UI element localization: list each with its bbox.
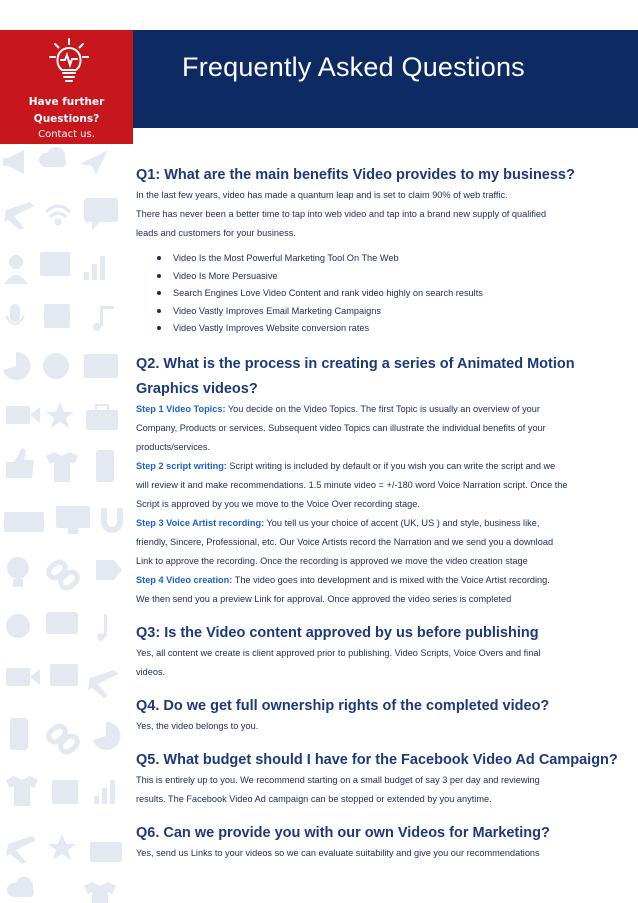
- faq-answer-line: Step 3 Voice Artist recording: You tell us your choice of accent (UK, US ) and style, business like,: [136, 517, 540, 528]
- user-icon: [4, 255, 28, 284]
- faq-item-q3: [136, 623, 620, 682]
- cloud-icon: [39, 147, 66, 167]
- faq-question: Q1: What are the main benefits Video provides to my business?: [136, 167, 575, 183]
- faq-answer-line: leads and customers for your business.: [136, 228, 296, 238]
- play-icon: [43, 353, 69, 379]
- step-label: Step 3 Voice Artist recording:: [136, 517, 265, 528]
- paper-plane-icon: [80, 150, 108, 174]
- airplane-icon: [6, 836, 36, 864]
- page-title: Frequently Asked Questions: [182, 52, 525, 82]
- monitor-icon: [56, 506, 90, 534]
- keyboard-icon: [4, 512, 44, 532]
- bullet-icon: [157, 326, 161, 330]
- faq-answer-line: results. The Facebook Video Ad campaign can be stopped or extended by you anytime.: [136, 793, 492, 804]
- faq-item-q5: [136, 750, 620, 809]
- faq-item-q1: [136, 165, 620, 338]
- faq-item-q6: [136, 823, 620, 863]
- image-icon: [40, 252, 70, 276]
- image-icon: [50, 664, 78, 686]
- faq-question: Q4. Do we get full ownership rights of the completed video?: [136, 697, 550, 714]
- list-item: Search Engines Love Video Content and rank video highly on search results: [173, 285, 620, 303]
- faq-question: Q5. What budget should I have for the Facebook Video Ad Campaign?: [136, 751, 618, 768]
- faq-answer-line: We then send you a preview Link for approval. Once approved the video series is completed: [136, 593, 512, 604]
- signal-icon: [84, 256, 105, 280]
- faq-answer-line: Company, Products or services. Subsequent video Topics can illustrate the individual benefits of your: [136, 422, 546, 433]
- faq-answer-line: Link to approve the recording. Once the recording is approved we move the video creation stage: [136, 555, 528, 566]
- list-item: Video Is the Most Powerful Marketing Tool On The Web: [173, 250, 620, 268]
- faq-answer-line: friendly, Sincere, Professional, etc. Our Voice Artists record the Narration and we send you a download: [136, 536, 554, 547]
- tshirt-icon: [46, 452, 78, 482]
- pie-chart-icon: [3, 352, 30, 380]
- calendar-icon: [44, 304, 70, 328]
- lightbulb-icon: [49, 38, 89, 84]
- chat-icon: [84, 198, 118, 230]
- cloud-icon: [7, 877, 34, 897]
- list-item: Video Is More Persuasive: [173, 268, 620, 286]
- step-label: Step 1 Video Topics:: [136, 403, 226, 414]
- faq-answer-line: Step 4 Video creation: The video goes into development and is mixed with the Voice Artist recording.: [136, 574, 550, 585]
- faq-question: Q2. What is the process in creating a series of Animated Motion: [136, 355, 575, 372]
- tshirt-icon: [6, 776, 38, 806]
- star-icon: [48, 834, 76, 860]
- faq-item-q2: [136, 354, 620, 609]
- step-label: Step 2 script writing:: [136, 460, 227, 471]
- phone-icon: [10, 718, 28, 750]
- faq-answer-line: Script is approved by you we move to the Voice Over recording stage.: [136, 498, 420, 509]
- magnet-icon: [104, 508, 120, 530]
- benefits-list: [136, 250, 620, 338]
- link-icon: [46, 724, 80, 755]
- bullet-icon: [157, 291, 161, 295]
- music-icon: [97, 614, 107, 641]
- faq-answer-line: In the last few years, video has made a quantum leap and is set to claim 90% of web traffic.: [136, 190, 508, 200]
- briefcase-icon: [86, 405, 118, 430]
- settings-icon: [6, 614, 30, 638]
- link-icon: [46, 560, 80, 591]
- video-camera-icon: [6, 668, 40, 686]
- tshirt-icon: [84, 882, 116, 903]
- step-label: Step 4 Video creation:: [136, 574, 233, 585]
- airplane-icon: [88, 670, 118, 698]
- faq-item-q4: [136, 696, 620, 736]
- faq-answer-line: products/services.: [136, 441, 211, 452]
- music-icon: [93, 306, 114, 331]
- faq-question: Q6. Can we provide you with our own Videos for Marketing?: [136, 824, 550, 841]
- bullet-icon: [157, 256, 161, 260]
- faq-answer-line: videos.: [136, 666, 166, 677]
- faq-answer-line: Yes, all content we create is client approved prior to publishing. Video Scripts, Voice Overs and final: [136, 647, 541, 658]
- thumbs-up-icon: [6, 448, 34, 478]
- airplane-icon: [4, 202, 34, 230]
- calendar-icon: [52, 780, 78, 804]
- megaphone-icon: [3, 150, 24, 174]
- star-icon: [46, 402, 74, 428]
- faq-answer-line: Step 1 Video Topics: You decide on the Video Topics. The first Topic is usually an overview of your: [136, 403, 540, 414]
- contact-box[interactable]: [0, 30, 133, 144]
- faq-answer-line: Yes, the video belongs to you.: [136, 720, 259, 731]
- signal-icon: [94, 780, 115, 804]
- bullet-icon: [157, 309, 161, 313]
- pie-chart-icon: [93, 722, 120, 750]
- faq-answer-line: Yes, send us Links to your videos so we can evaluate suitability and give you our recommendations: [136, 847, 540, 858]
- contact-link[interactable]: Contact us.: [38, 129, 95, 140]
- contact-line-2: Questions?: [33, 113, 100, 125]
- lightbulb-icon: [7, 557, 29, 587]
- wifi-icon: [46, 206, 70, 224]
- faq-answer-line: Step 2 script writing: Script writing is included by default or if you wish you can write the script and we: [136, 460, 556, 471]
- microphone-icon: [6, 304, 24, 324]
- faq-answer-line: will review it and make recommendations. 1.5 minute video = +/-180 word Voice Narration script. Once the: [136, 479, 568, 490]
- faq-answer-line: This is entirely up to you. We recommend starting on a small budget of say 3 per day and reviewing: [136, 774, 540, 785]
- decorative-icon-pattern: [0, 144, 133, 903]
- contact-line-1: Have further: [28, 96, 105, 108]
- bullet-icon: [157, 274, 161, 278]
- list-item: Video Vastly Improves Email Marketing Campaigns: [173, 303, 620, 321]
- briefcase-icon: [90, 842, 122, 862]
- chat-icon: [46, 612, 78, 634]
- faq-question: Graphics videos?: [136, 380, 258, 397]
- tag-icon: [96, 560, 122, 580]
- faq-answer-line: There has never been a better time to tap into web video and tap into a brand new supply of qualified: [136, 209, 547, 219]
- video-camera-icon: [6, 406, 40, 424]
- faq-content: [136, 165, 620, 863]
- film-icon: [84, 354, 118, 378]
- list-item: Video Vastly Improves Website conversion rates: [173, 320, 620, 338]
- faq-question: Q3: Is the Video content approved by us before publishing: [136, 624, 539, 641]
- phone-icon: [96, 450, 114, 482]
